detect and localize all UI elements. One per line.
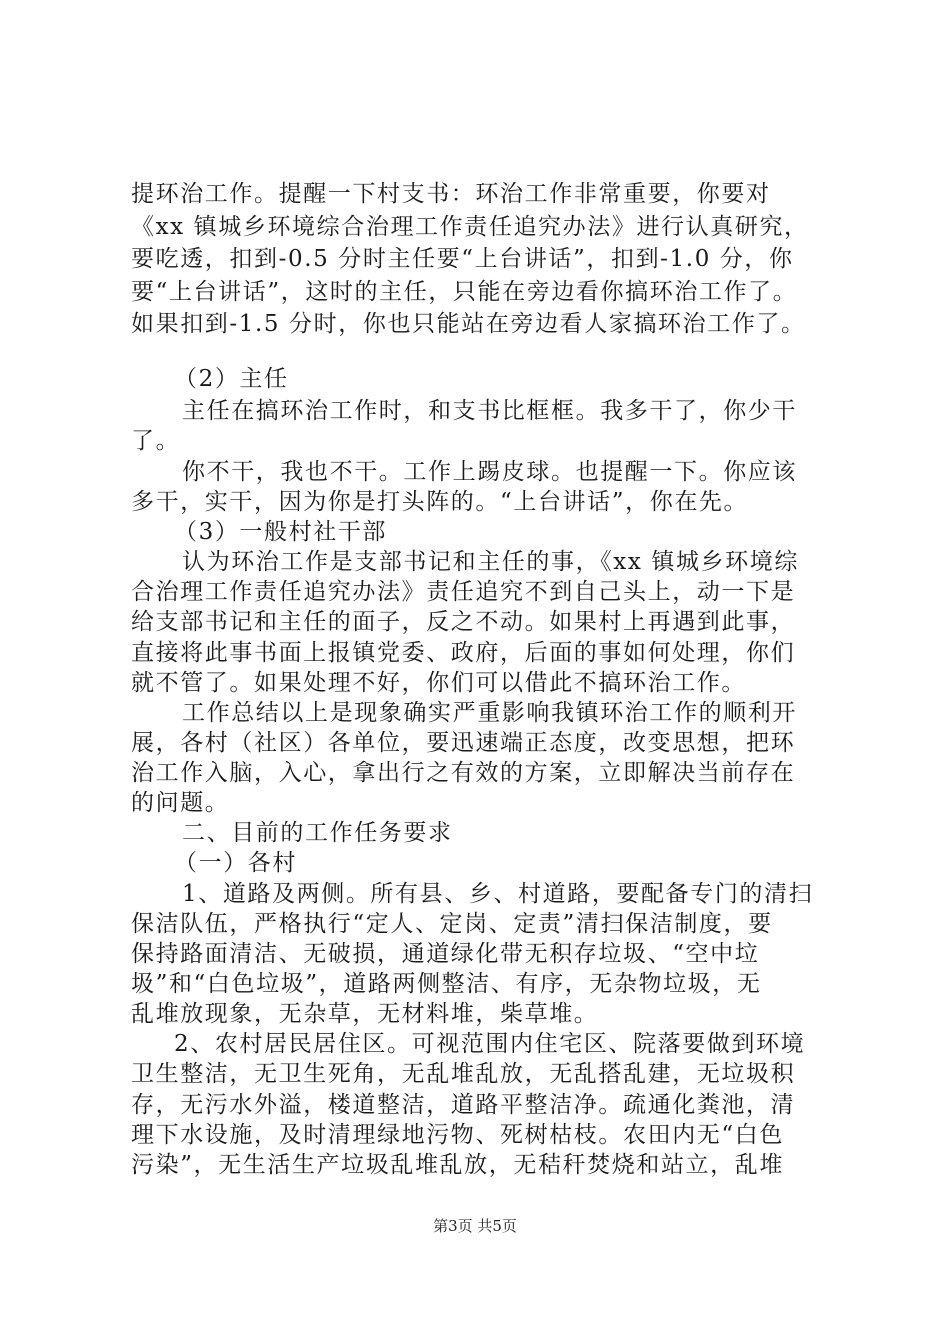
- text-line: 1、道路及两侧。所有县、乡、村道路，要配备专门的清扫: [182, 881, 814, 907]
- text-line: 要吃透，扣到-0.5 分时主任要“上台讲话”，扣到-1.0 分，你: [131, 246, 794, 272]
- text-line: 治工作入脑，入心，拿出行之有效的方案，立即解决当前存在: [131, 760, 796, 786]
- text-line: 就不管了。如果处理不好，你们可以借此不搞环治工作。: [131, 670, 746, 696]
- text-line: 存，无污水外溢，楼道整洁，道路平整洁净。疏通化粪池，清: [131, 1092, 796, 1118]
- text-line: 你不干，我也不干。工作上踢皮球。也提醒一下。你应该: [182, 459, 797, 485]
- section-heading: （2）主任: [174, 366, 289, 392]
- text-line: 主任在搞环治工作时，和支书比框框。我多干了，你少干: [182, 398, 797, 424]
- section-heading: 二、目前的工作任务要求: [182, 820, 453, 846]
- text-line: 卫生整洁，无卫生死角，无乱堆乱放，无乱搭乱建，无垃圾积: [131, 1061, 796, 1087]
- text-line: 保持路面清洁、无破损，通道绿化带无积存垃圾、“空中垃: [131, 941, 760, 967]
- text-line: 乱堆放现象，无杂草，无材料堆，柴草堆。: [131, 1001, 599, 1027]
- text-line: 展，各村（社区）各单位，要迅速端正态度，改变思想，把环: [131, 730, 796, 756]
- text-line: 多干，实干，因为你是打头阵的。“上台讲话”，你在先。: [131, 489, 749, 515]
- text-line: 的问题。: [131, 790, 230, 816]
- text-line: 《xx 镇城乡环境综合治理工作责任追究办法》进行认真研究，: [131, 214, 809, 240]
- text-line: 圾”和“白色垃圾”，道路两侧整洁、有序，无杂物垃圾，无: [131, 971, 762, 997]
- text-line: 工作总结以上是现象确实严重影响我镇环治工作的顺利开: [182, 700, 797, 726]
- text-line: 了。: [131, 428, 181, 454]
- text-line: 2、农村居民居住区。可视范围内住宅区、院落要做到环境: [174, 1031, 806, 1057]
- text-line: 给支部书记和主任的面子，反之不动。如果村上再遇到此事，: [131, 609, 796, 635]
- text-line: 直接将此事书面上报镇党委、政府，后面的事如何处理，你们: [131, 640, 796, 666]
- section-heading: （3）一般村社干部: [174, 519, 388, 545]
- page-number-footer: 第3页 共5页: [433, 1217, 517, 1235]
- text-line: 如果扣到-1.5 分时，你也只能站在旁边看人家搞环治工作了。: [131, 311, 806, 337]
- text-line: 理下水设施，及时清理绿地污物、死树枯枝。农田内无“白色: [131, 1122, 784, 1148]
- text-line: 保洁队伍，严格执行“定人、定岗、定责”清扫保洁制度，要: [131, 911, 773, 937]
- text-line: 合治理工作责任追究办法》责任追究不到自己头上，动一下是: [131, 579, 796, 605]
- text-line: 污染”，无生活生产垃圾乱堆乱放，无秸秆焚烧和站立，乱堆: [131, 1152, 784, 1178]
- text-line: 要“上台讲话”，这时的主任，只能在旁边看你搞环治工作了。: [131, 279, 798, 305]
- section-heading: （一）各村: [174, 850, 297, 876]
- text-line: 认为环治工作是支部书记和主任的事，《xx 镇城乡环境综: [182, 549, 799, 575]
- text-line: 提环治工作。提醒一下村支书：环治工作非常重要，你要对: [131, 181, 771, 207]
